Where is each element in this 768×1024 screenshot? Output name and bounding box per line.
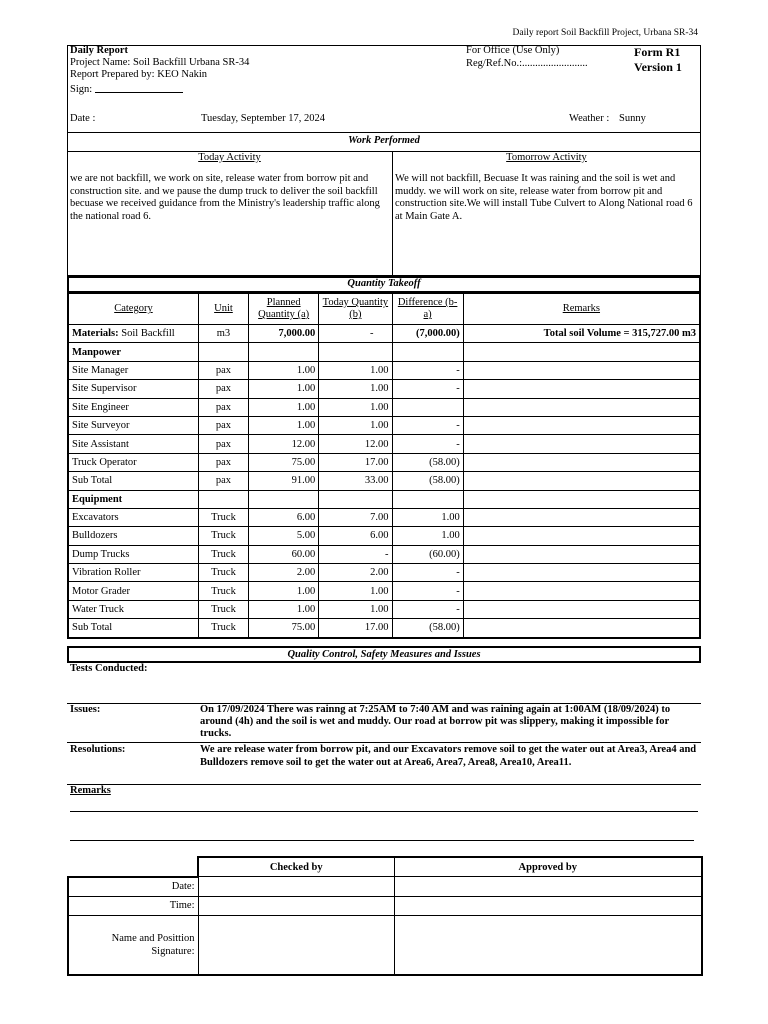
col-unit: Unit [214,303,233,314]
equipment-today-cell: 2.00 [319,564,392,582]
remarks-label: Remarks [70,785,111,796]
resolutions-text: We are release water from borrow pit, and our Excavators remove soil to get the water out at Area3, Area4 and Bulldozers remove soil to get the water out at Area6, Area7, Area8, Area10, Area11. [200,744,697,768]
manpower-cat-cell: Site Assistant [68,435,198,453]
prepared-by: KEO Nakin [157,69,208,80]
equipment-planned-cell: 1.00 [249,600,319,618]
table-row [68,398,700,416]
table-row [68,564,700,582]
manpower-planned-cell: 1.00 [249,416,319,434]
signoff-name-row [68,915,702,975]
signoff-header-row [68,857,702,877]
equipment-cat-cell: Dump Trucks [68,545,198,563]
manpower-unit-cell: pax [198,416,248,434]
prepared-line [70,69,207,80]
approved-date-field[interactable] [394,877,702,897]
header-note: Daily report Soil Backfill Project, Urbana SR-34 [512,28,698,38]
materials-difference: (7,000.00) [392,325,463,343]
equipment-diff-cell: - [392,600,463,618]
equipment-cat-cell: Motor Grader [68,582,198,600]
table-row [68,472,700,490]
equipment-cat-cell: Water Truck [68,600,198,618]
manpower-planned-cell: 12.00 [249,435,319,453]
equipment-planned-cell: 60.00 [249,545,319,563]
table-row [68,545,700,563]
manpower-diff-cell [392,398,463,416]
equipment-unit-cell: Truck [198,564,248,582]
equipment-planned-cell: 1.00 [249,582,319,600]
checked-signature-field[interactable] [198,915,394,975]
manpower-cat-cell: Truck Operator [68,453,198,471]
manpower-planned-cell: 1.00 [249,398,319,416]
approved-time-field[interactable] [394,896,702,915]
work-performed-title: Work Performed [348,135,420,146]
signoff-signature-label: Signature: [151,945,195,957]
signoff-table [67,856,703,976]
office-label: For Office (Use Only) [466,45,560,56]
equipment-today-cell: - [319,545,392,563]
manpower-diff-cell: - [392,416,463,434]
manpower-section-label: Manpower [68,343,198,361]
col-difference: Difference (b-a) [397,297,458,320]
signoff-time-label: Time: [68,896,198,915]
equipment-remarks-cell [463,527,700,545]
equipment-unit-cell: Truck [198,619,248,638]
equipment-planned-cell: 6.00 [249,508,319,526]
quantity-header-row [68,293,700,325]
signoff-name-label: Name and Posittion [111,932,195,944]
equipment-planned-cell: 2.00 [249,564,319,582]
equipment-remarks-cell [463,545,700,563]
weather-value: Sunny [619,113,646,124]
checked-date-field[interactable] [198,877,394,897]
manpower-unit-cell: pax [198,435,248,453]
tomorrow-activity-text: We will not backfill, Becuase It was raining and the soil is wet and muddy. we will work on site, release water from borrow pit and construction site.We will install Tube Culvert to Along National road 6 at Main Gate A. [395,173,693,222]
equipment-unit-cell: Truck [198,508,248,526]
sign-label: Sign: [70,84,93,95]
materials-label: Materials: [72,328,119,340]
project-name: Soil Backfill Urbana SR-34 [132,57,250,68]
manpower-remarks-cell [463,380,700,398]
manpower-diff-cell: - [392,435,463,453]
equipment-section-row [68,490,700,508]
equipment-diff-cell: (60.00) [392,545,463,563]
table-row [68,508,700,526]
equipment-today-cell: 17.00 [319,619,392,638]
manpower-planned-cell: 1.00 [249,361,319,379]
manpower-diff-cell: - [392,361,463,379]
materials-remarks: Total soil Volume = 315,727.00 m3 [463,325,700,343]
manpower-today-cell: 1.00 [319,380,392,398]
date-label: Date : [70,113,96,124]
remarks-line-1[interactable] [70,811,698,812]
table-row [68,435,700,453]
equipment-section-label: Equipment [68,490,198,508]
col-category: Category [114,303,153,314]
manpower-cat-cell: Site Engineer [68,398,198,416]
manpower-unit-cell: pax [198,453,248,471]
today-activity-label: Today Activity [198,152,261,163]
manpower-diff-cell: - [392,380,463,398]
equipment-today-cell: 1.00 [319,582,392,600]
manpower-unit-cell: pax [198,398,248,416]
table-row [68,619,700,638]
equipment-diff-cell: - [392,582,463,600]
materials-row [68,325,700,343]
equipment-unit-cell: Truck [198,545,248,563]
equipment-remarks-cell [463,564,700,582]
manpower-planned-cell: 75.00 [249,453,319,471]
quantity-takeoff-title: Quantity Takeoff [347,278,421,289]
quantity-table [67,292,701,639]
approved-signature-field[interactable] [394,915,702,975]
equipment-diff-cell: 1.00 [392,527,463,545]
manpower-remarks-cell [463,398,700,416]
table-row [68,582,700,600]
manpower-planned-cell: 1.00 [249,380,319,398]
manpower-today-cell: 12.00 [319,435,392,453]
issues-text: On 17/09/2024 There was rainng at 7:25AM to 7:40 AM and was raining again at 1:00AM (18/09/2024) to around (4h) and the soil is wet and muddy. Our road at borrow pit was slippery, making it impossible for trucks. [200,704,671,739]
equipment-cat-cell: Bulldozers [68,527,198,545]
equipment-cat-cell: Excavators [68,508,198,526]
col-remarks: Remarks [562,303,601,314]
equipment-planned-cell: 5.00 [249,527,319,545]
manpower-cat-cell: Site Manager [68,361,198,379]
manpower-unit-cell: pax [198,380,248,398]
weather-label: Weather : [569,113,610,124]
resolutions-divider [67,784,701,785]
manpower-remarks-cell [463,416,700,434]
signoff-date-label: Date: [68,877,198,897]
manpower-today-cell: 33.00 [319,472,392,490]
manpower-today-cell: 1.00 [319,398,392,416]
manpower-remarks-cell [463,453,700,471]
manpower-cat-cell: Sub Total [68,472,198,490]
manpower-section-row [68,343,700,361]
project-line [70,57,249,68]
equipment-unit-cell: Truck [198,582,248,600]
equipment-today-cell: 6.00 [319,527,392,545]
materials-planned: 7,000.00 [249,325,319,343]
sign-line [70,82,183,95]
signoff-name-cell [68,915,198,975]
form-label: Form R1 [634,45,681,59]
report-title: Daily Report [70,45,129,56]
manpower-remarks-cell [463,435,700,453]
equipment-unit-cell: Truck [198,527,248,545]
signoff-time-row [68,896,702,915]
equipment-remarks-cell [463,600,700,618]
manpower-today-cell: 1.00 [319,416,392,434]
manpower-planned-cell: 91.00 [249,472,319,490]
table-row [68,453,700,471]
table-row [68,416,700,434]
reg-label: Reg/Ref.No.:......................... [466,58,588,69]
equipment-diff-cell: 1.00 [392,508,463,526]
manpower-remarks-cell [463,361,700,379]
table-row [68,380,700,398]
col-planned: Planned Quantity (a) [258,297,310,320]
equipment-remarks-cell [463,619,700,638]
materials-today: - [319,325,392,343]
issues-divider [67,742,701,743]
checked-time-field[interactable] [198,896,394,915]
equipment-cat-cell: Vibration Roller [68,564,198,582]
materials-name: Soil Backfill [121,328,175,340]
approved-by-label: Approved by [394,857,702,877]
tests-label: Tests Conducted: [70,663,148,674]
manpower-cat-cell: Site Surveyor [68,416,198,434]
date-value: Tuesday, September 17, 2024 [201,113,326,124]
equipment-diff-cell: (58.00) [392,619,463,638]
equipment-unit-cell: Truck [198,600,248,618]
col-today: Today Quantity (b) [322,297,389,320]
equipment-remarks-cell [463,582,700,600]
manpower-today-cell: 17.00 [319,453,392,471]
prepared-label: Report Prepared by: [70,69,155,80]
manpower-remarks-cell [463,472,700,490]
equipment-diff-cell: - [392,564,463,582]
remarks-line-2[interactable] [70,840,694,841]
materials-unit: m3 [198,325,248,343]
manpower-diff-cell: (58.00) [392,453,463,471]
sign-field[interactable] [95,82,183,93]
table-row [68,361,700,379]
manpower-unit-cell: pax [198,472,248,490]
table-row [68,600,700,618]
checked-by-label: Checked by [198,857,394,877]
manpower-unit-cell: pax [198,361,248,379]
equipment-planned-cell: 75.00 [249,619,319,638]
equipment-today-cell: 7.00 [319,508,392,526]
table-row [68,527,700,545]
equipment-remarks-cell [463,508,700,526]
tomorrow-activity-label: Tomorrow Activity [506,152,587,163]
equipment-today-cell: 1.00 [319,600,392,618]
manpower-diff-cell: (58.00) [392,472,463,490]
signoff-date-row [68,877,702,897]
resolutions-label: Resolutions: [70,744,126,755]
project-label: Project Name: [70,57,131,68]
qc-title: Quality Control, Safety Measures and Issues [287,649,481,660]
work-column-divider [392,151,393,276]
manpower-today-cell: 1.00 [319,361,392,379]
version-label: Version 1 [634,60,682,74]
today-activity-text: we are not backfill, we work on site, release water from borrow pit and construction site. and we pause the dump truck to deliver the soil backfill becuase we received guidance from the Ministry's leadership traffic along the national road 6. [70,173,380,222]
manpower-cat-cell: Site Supervisor [68,380,198,398]
equipment-cat-cell: Sub Total [68,619,198,638]
issues-label: Issues: [70,704,101,715]
